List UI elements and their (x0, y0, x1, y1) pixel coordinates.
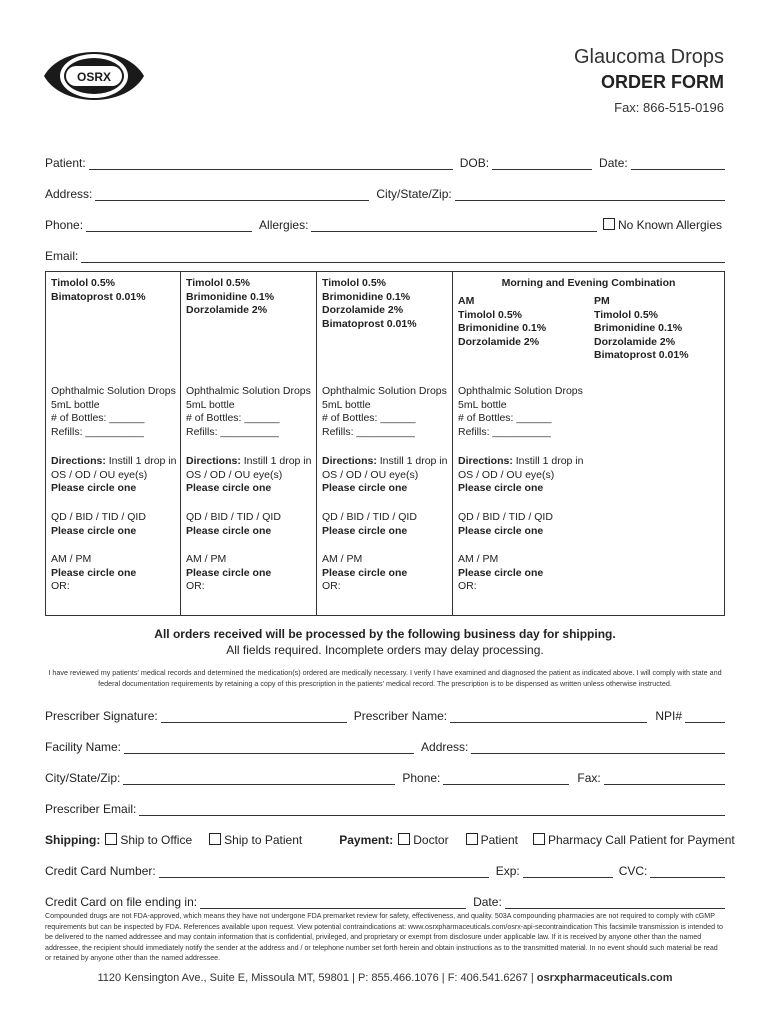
signature-label: Prescriber Signature: (45, 709, 158, 723)
product-column-1 (46, 272, 181, 615)
card-exp-label: Exp: (495, 864, 520, 878)
prescriber-phone-label: Phone: (402, 771, 441, 785)
drug-line: Brimonidine 0.1% (458, 322, 547, 334)
card-date-field[interactable] (505, 895, 725, 909)
card-cvc-label: CVC: (618, 864, 648, 878)
prescriber-city-label: City/State/Zip: (45, 771, 121, 785)
drug-line: Dorzolamide 2% (322, 304, 404, 316)
pay-patient-checkbox[interactable] (466, 833, 478, 845)
solution-text: Ophthalmic Solution Drops (51, 385, 176, 397)
nka-checkbox[interactable] (603, 218, 615, 230)
bottle-text: 5mL bottle (458, 398, 507, 411)
phone-row (45, 212, 725, 232)
prescriber-city-row (45, 765, 725, 785)
refills-field[interactable]: Refills: __________ (51, 425, 144, 438)
dob-label: DOB: (459, 156, 490, 170)
shipping-label: Shipping: (45, 833, 101, 847)
directions-label: Directions: (51, 455, 106, 467)
drug-line: Brimonidine 0.1% (594, 322, 683, 334)
drug-line: Brimonidine 0.1% (186, 290, 275, 303)
directions-text: Instill 1 drop in (512, 455, 584, 467)
frequency-options[interactable]: QD / BID / TID / QID (322, 511, 417, 523)
eye-options[interactable]: OS / OD / OU eye(s) (458, 468, 555, 481)
eye-options[interactable]: OS / OD / OU eye(s) (186, 468, 283, 481)
card-cvc-field[interactable] (650, 864, 725, 878)
phone-label: Phone: (45, 218, 84, 232)
directions-label: Directions: (322, 455, 377, 467)
circle-instruction: Please circle one (322, 482, 408, 494)
dob-field[interactable] (492, 156, 592, 170)
drug-line: Timolol 0.5% (594, 308, 658, 321)
prescriber-row (45, 703, 725, 723)
pm-label: PM (594, 295, 610, 307)
nka-label: No Known Allergies (617, 218, 722, 232)
circle-instruction: Please circle one (186, 482, 272, 494)
circle-instruction: Please circle one (458, 524, 544, 537)
facility-row (45, 734, 725, 754)
drug-line: Bimatoprost 0.01% (322, 317, 417, 330)
directions-text: Instill 1 drop in (105, 455, 177, 467)
bottle-text: 5mL bottle (51, 398, 100, 411)
osrx-logo (40, 40, 148, 112)
patient-field[interactable] (89, 156, 453, 170)
facility-address-label: Address: (421, 740, 469, 754)
patient-label: Patient: (45, 156, 86, 170)
prescriber-email-row (45, 796, 725, 816)
facility-address-field[interactable] (471, 740, 725, 754)
circle-instruction: Please circle one (458, 566, 544, 579)
circle-instruction: Please circle one (51, 482, 137, 494)
bottle-text: 5mL bottle (186, 398, 235, 411)
city-field[interactable] (455, 187, 725, 201)
pay-patient-label: Patient (480, 833, 518, 847)
ship-office-option[interactable] (105, 833, 195, 847)
refills-field[interactable]: Refills: __________ (186, 425, 279, 438)
or-field[interactable]: OR: (322, 580, 341, 592)
attestation-text: I have reviewed my patients' medical records and determined the medication(s) ordered are medically necessary. I verify I have examined and diagnosed the patient as indicated above. I will comply with state and federal documentation requirements by retaining a copy of this prescription in the patients' medical record. The prescription is to be dispensed as written unless otherwise instructed. (48, 668, 722, 688)
phone-field[interactable] (86, 218, 252, 232)
footer (0, 972, 770, 984)
prescriber-fax-field[interactable] (604, 771, 725, 785)
bottles-field[interactable]: # of Bottles: ______ (186, 412, 280, 424)
circle-instruction: Please circle one (186, 524, 272, 537)
pm-block (594, 295, 719, 363)
processing-notice: All orders received will be processed by the following business day for shipping. (154, 627, 616, 641)
bottles-field[interactable]: # of Bottles: ______ (322, 412, 416, 424)
pay-doctor-checkbox[interactable] (398, 833, 410, 845)
ship-patient-label: Ship to Patient (224, 833, 303, 847)
card-number-label: Credit Card Number: (45, 864, 156, 878)
frequency-options[interactable]: QD / BID / TID / QID (51, 511, 146, 523)
patient-row (45, 150, 725, 170)
pay-doctor-option[interactable] (398, 833, 451, 847)
drug-line: Dorzolamide 2% (186, 304, 268, 316)
ship-office-checkbox[interactable] (105, 833, 117, 845)
pay-pharmacy-label: Pharmacy Call Patient for Payment (547, 833, 735, 847)
pay-pharmacy-option[interactable] (533, 833, 738, 847)
drug-line: Timolol 0.5% (322, 277, 386, 289)
pay-pharmacy-checkbox[interactable] (533, 833, 545, 845)
pay-doctor-label: Doctor (413, 833, 449, 847)
frequency-options[interactable]: QD / BID / TID / QID (458, 511, 553, 523)
address-field[interactable] (95, 187, 369, 201)
email-row (45, 243, 725, 263)
address-row (45, 181, 725, 201)
ship-patient-option[interactable] (209, 833, 305, 847)
drug-line: Timolol 0.5% (186, 277, 250, 289)
card-row (45, 858, 725, 878)
circle-instruction: Please circle one (322, 524, 408, 537)
circle-instruction: Please circle one (322, 566, 408, 579)
solution-text: Ophthalmic Solution Drops (186, 385, 311, 397)
form-title: Glaucoma Drops (573, 46, 724, 68)
or-field[interactable]: OR: (51, 580, 70, 592)
eye-options[interactable]: OS / OD / OU eye(s) (322, 468, 419, 481)
ampm-options[interactable]: AM / PM (322, 553, 363, 565)
card-number-field[interactable] (159, 864, 489, 878)
solution-text: Ophthalmic Solution Drops (458, 385, 583, 397)
city-label: City/State/Zip: (376, 187, 452, 201)
date-field[interactable] (631, 156, 725, 170)
eye-options[interactable]: OS / OD / OU eye(s) (51, 468, 148, 481)
directions-text: Instill 1 drop in (240, 455, 312, 467)
shipping-payment-row (45, 827, 735, 847)
refills-field[interactable]: Refills: __________ (458, 425, 551, 438)
date-label: Date: (599, 156, 628, 170)
combo-column (453, 272, 724, 615)
prescriber-name-field[interactable] (450, 709, 647, 723)
address-label: Address: (45, 187, 93, 201)
card-date-label: Date: (473, 895, 502, 909)
refills-field[interactable]: Refills: __________ (322, 425, 415, 438)
pay-patient-option[interactable] (466, 833, 521, 847)
logo-text: OSRX (76, 70, 112, 84)
circle-instruction: Please circle one (458, 482, 544, 494)
drug-line: Dorzolamide 2% (458, 335, 540, 348)
form-subtitle: ORDER FORM (601, 72, 724, 92)
product-grid (45, 271, 725, 616)
footer-website[interactable]: osrxpharmaceuticals.com (536, 972, 673, 984)
am-block (458, 295, 588, 349)
ship-patient-checkbox[interactable] (209, 833, 221, 845)
ampm-options[interactable]: AM / PM (51, 553, 92, 565)
fax-number: Fax: 866-515-0196 (614, 100, 724, 115)
allergies-field[interactable] (311, 218, 597, 232)
bottles-field[interactable]: # of Bottles: ______ (458, 412, 552, 424)
card-file-row (45, 889, 725, 909)
prescriber-email-label: Prescriber Email: (45, 802, 137, 816)
facility-label: Facility Name: (45, 740, 122, 754)
solution-text: Ophthalmic Solution Drops (322, 385, 447, 397)
prescriber-fax-label: Fax: (577, 771, 601, 785)
allergies-label: Allergies: (259, 218, 309, 232)
ampm-options[interactable]: AM / PM (458, 553, 499, 565)
email-field[interactable] (81, 249, 725, 263)
directions-label: Directions: (186, 455, 241, 467)
card-file-field[interactable] (200, 895, 466, 909)
required-notice: All fields required. Incomplete orders may delay processing. (226, 643, 544, 657)
drug-line: Timolol 0.5% (458, 308, 522, 321)
circle-instruction: Please circle one (51, 524, 137, 537)
drug-line: Dorzolamide 2% (594, 335, 676, 348)
product-column-3 (317, 272, 453, 615)
card-file-label: Credit Card on file ending in: (45, 895, 198, 909)
product-column-2 (181, 272, 317, 615)
directions-text: Instill 1 drop in (376, 455, 448, 467)
drug-line: Bimatoprost 0.01% (594, 349, 689, 361)
disclaimer-text: Compounded drugs are not FDA-approved, which means they have not undergone FDA premarket review for safety, effectiveness, and quality. 503A compounding pharmacies are not required to comply with cGMP requirements but can be inspected by FDA. References available upon request. View potential contraindications at: www.osrxpharmaceuticals.com/osrx-api-secontraindication This facsimile transmission is intended to be delivered to the named addressee and may contain information that is confidential, privileged, and proprietary or exempt from disclosure under applicable law. If it is received by anyone other than the named addressee, the recipient should immediately notify the sender at the address and / or telephone number set forth herein and obtain instructions as to the transmitted material. In no event should such material be read or retained by anyone other than the named addressee. (45, 912, 723, 963)
prescriber-phone-field[interactable] (443, 771, 569, 785)
payment-label: Payment: (339, 833, 394, 847)
bottles-field[interactable]: # of Bottles: ______ (51, 412, 145, 424)
am-label: AM (458, 295, 475, 307)
circle-instruction: Please circle one (51, 566, 137, 579)
or-field[interactable]: OR: (186, 580, 205, 592)
drug-line: Bimatoprost 0.01% (51, 290, 146, 303)
combo-heading: Morning and Evening Combination (501, 277, 676, 289)
npi-label: NPI# (655, 709, 682, 723)
prescriber-email-field[interactable] (139, 802, 725, 816)
facility-field[interactable] (124, 740, 414, 754)
signature-field[interactable] (161, 709, 347, 723)
drug-line: Timolol 0.5% (51, 277, 115, 289)
drug-line: Brimonidine 0.1% (322, 290, 411, 303)
footer-address: 1120 Kensington Ave., Suite E, Missoula MT, 59801 | P: 855.466.1076 | F: 406.541.6267 | (97, 972, 537, 984)
frequency-options[interactable]: QD / BID / TID / QID (186, 511, 281, 523)
or-field[interactable]: OR: (458, 580, 477, 592)
prescriber-name-label: Prescriber Name: (353, 709, 448, 723)
prescriber-city-field[interactable] (123, 771, 395, 785)
nka-option[interactable] (603, 218, 725, 232)
card-exp-field[interactable] (523, 864, 613, 878)
email-label: Email: (45, 249, 79, 263)
circle-instruction: Please circle one (186, 566, 272, 579)
npi-field[interactable] (685, 709, 725, 723)
bottle-text: 5mL bottle (322, 398, 371, 411)
directions-label: Directions: (458, 455, 513, 467)
ampm-options[interactable]: AM / PM (186, 553, 227, 565)
ship-office-label: Ship to Office (120, 833, 193, 847)
